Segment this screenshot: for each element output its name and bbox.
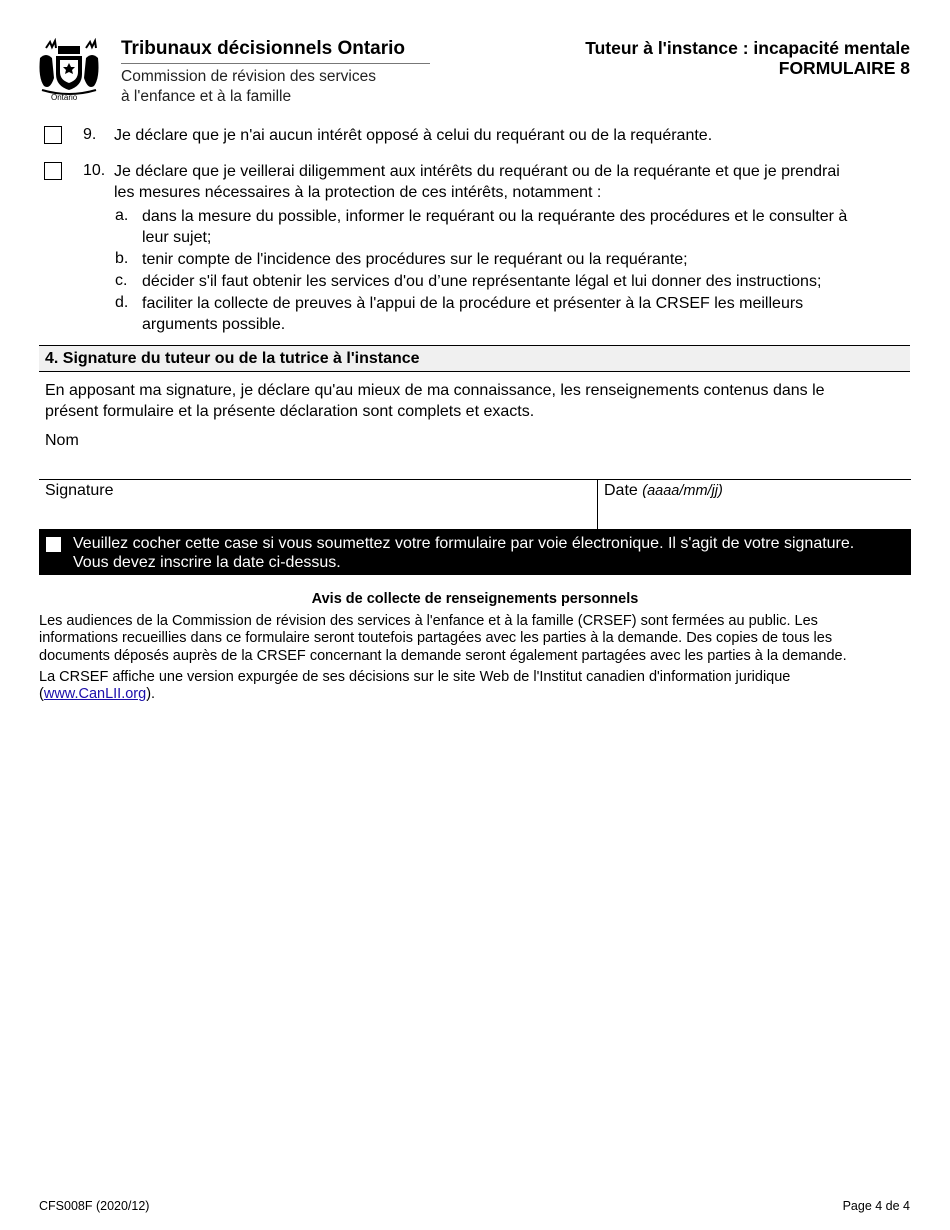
paren-close: ). — [146, 686, 156, 703]
subitem-c-letter: c. — [115, 272, 128, 289]
subitem-b-line1: tenir compte de l'incidence des procédures sur le requérant ou la requérante; — [142, 251, 688, 268]
subitem-a-line2: leur sujet; — [142, 229, 212, 246]
subitem-c-line1: décider s'il faut obtenir les services d'ou d’une représentante légal et lui donner des instructions; — [142, 273, 822, 290]
date-field[interactable] — [598, 500, 910, 528]
signature-statement-line2: présent formulaire et la présente déclaration sont complets et exacts. — [45, 403, 535, 420]
form-title: Tuteur à l'instance : incapacité mentale — [585, 38, 910, 58]
notice-p1-line3: documents déposés auprès de la CRSEF concernant la demande seront également partagées avec les parties à la demande. — [39, 647, 847, 664]
subitem-d-line1: faciliter la collecte de preuves à l'appui de la procédure et présenter à la CRSEF les meilleurs — [142, 295, 804, 312]
name-field[interactable] — [39, 440, 911, 478]
notice-p1-line1: Les audiences de la Commission de révision des services à l'enfance et à la famille (CRSEF) sont fermées au public. Les — [39, 613, 818, 629]
canlii-link[interactable]: www.CanLII.org — [43, 686, 147, 703]
organization-name: Tribunaux décisionnels Ontario — [121, 38, 405, 59]
esign-line2: Vous devez inscrire la date ci-dessus. — [73, 554, 341, 571]
name-field-underline — [39, 479, 911, 480]
item10-text-line1: Je déclare que je veillerai diligemment aux intérêts du requérant ou de la requérante et que je prendrai — [114, 163, 840, 180]
signature-field[interactable] — [39, 500, 596, 528]
subitem-d-line2: arguments possible. — [142, 316, 286, 333]
electronic-signature-checkbox[interactable] — [46, 537, 61, 552]
signature-statement-line1: En apposant ma signature, je déclare qu'au mieux de ma connaissance, les renseignements contenus dans le — [45, 382, 825, 399]
organization-subtitle-line1: Commission de révision des services — [121, 68, 376, 85]
item10-checkbox[interactable] — [44, 162, 62, 180]
privacy-notice-heading: Avis de collecte de renseignements personnels — [311, 591, 639, 607]
subitem-a-letter: a. — [115, 207, 129, 224]
notice-p2-line1: La CRSEF affiche une version expurgée de ses décisions sur le site Web de l'Institut canadien d'information juridique — [39, 669, 791, 685]
item10-text-line2: les mesures nécessaires à la protection de ces intérêts, notamment : — [114, 184, 602, 201]
notice-p1-line2: informations recueillies dans ce formulaire seront toutefois partagées avec les parties à la demande. Des copies de tous les — [39, 630, 833, 647]
date-label-text: Date — [604, 482, 638, 499]
subitem-a-line1: dans la mesure du possible, informer le requérant ou la requérante des procédures et le consulter à — [142, 208, 848, 225]
item9-checkbox[interactable] — [44, 126, 62, 144]
date-label — [604, 480, 723, 502]
date-format-hint: (aaaa/mm/jj) — [642, 483, 723, 499]
header-divider — [121, 63, 430, 64]
privacy-notice-paragraph1 — [39, 613, 847, 665]
item10-number: 10. — [83, 162, 106, 179]
form-number: FORMULAIRE 8 — [778, 58, 910, 78]
paren-open: ( — [39, 686, 44, 703]
form-code: CFS008F (2020/12) — [39, 1199, 150, 1213]
privacy-notice-paragraph2 — [39, 669, 790, 704]
item9-number: 9. — [83, 126, 97, 143]
item9-text: Je déclare que je n'ai aucun intérêt opposé à celui du requérant ou de la requérante. — [114, 127, 713, 144]
section4-title: 4. Signature du tuteur ou de la tutrice à l'instance — [45, 350, 420, 367]
name-label: Nom — [45, 432, 79, 449]
subitem-d-letter: d. — [115, 294, 129, 311]
logo-caption: Ontario — [51, 93, 78, 102]
page-number: Page 4 de 4 — [842, 1199, 910, 1213]
electronic-signature-text — [73, 534, 911, 572]
signature-label: Signature — [45, 482, 114, 499]
notice-p2-line2 — [39, 686, 790, 703]
organization-subtitle-line2: à l'enfance et à la famille — [121, 88, 292, 105]
esign-line1: Veuillez cocher cette case si vous soumettez votre formulaire par voie électronique. Il s'agit de votre signature. — [73, 535, 855, 552]
subitem-b-letter: b. — [115, 250, 129, 267]
ontario-coat-of-arms-logo — [36, 38, 102, 104]
